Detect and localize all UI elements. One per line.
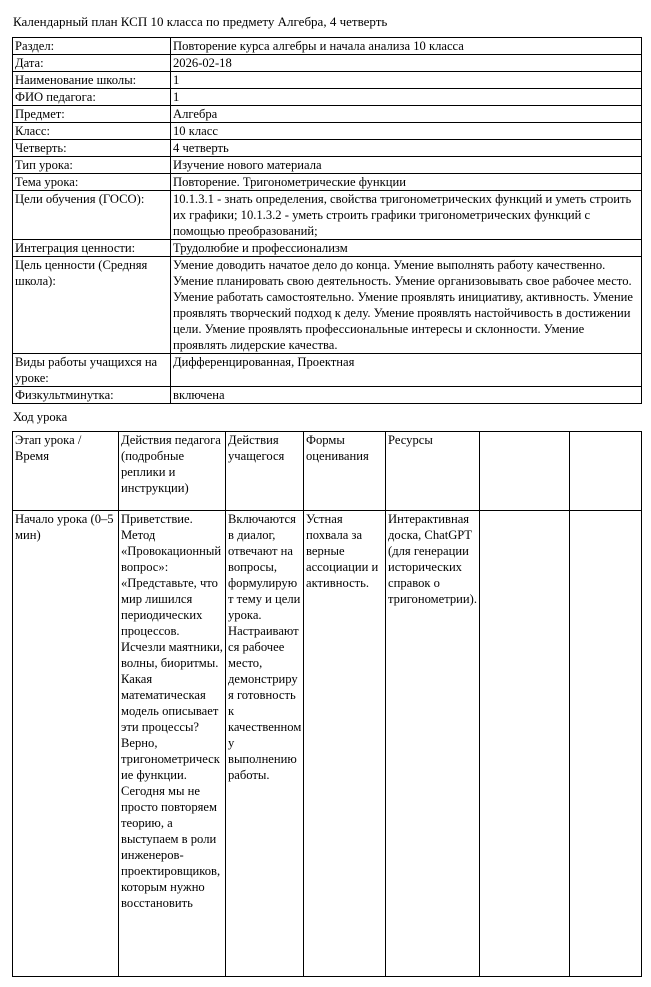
cell-extra-1 <box>480 511 570 977</box>
info-row <box>13 72 642 89</box>
info-label: Цели обучения (ГОСО): <box>13 191 171 240</box>
info-value: 1 <box>171 89 642 106</box>
info-label: Наименование школы: <box>13 72 171 89</box>
info-row <box>13 123 642 140</box>
info-label: Дата: <box>13 55 171 72</box>
header-assessment: Формы оценивания <box>304 432 386 511</box>
info-value: Повторение. Тригонометрические функции <box>171 174 642 191</box>
info-value: 4 четверть <box>171 140 642 157</box>
info-row <box>13 387 642 404</box>
info-row <box>13 354 642 387</box>
info-value: включена <box>171 387 642 404</box>
info-row <box>13 240 642 257</box>
info-label: Раздел: <box>13 38 171 55</box>
cell-stage: Начало урока (0–5 мин) <box>13 511 119 977</box>
info-value: Повторение курса алгебры и начала анализа 10 класса <box>171 38 642 55</box>
info-value: 1 <box>171 72 642 89</box>
lesson-header-row <box>13 432 642 511</box>
header-teacher: Действия педагога (подробные реплики и инструкции) <box>119 432 226 511</box>
header-empty-1 <box>480 432 570 511</box>
info-value: Трудолюбие и профессионализм <box>171 240 642 257</box>
info-label: Физкультминутка: <box>13 387 171 404</box>
info-row <box>13 140 642 157</box>
header-empty-2 <box>570 432 642 511</box>
info-row <box>13 174 642 191</box>
cell-resources: Интерактивная доска, ChatGPT (для генерации исторических справок о тригонометрии). <box>386 511 480 977</box>
cell-assessment: Устная похвала за верные ассоциации и активность. <box>304 511 386 977</box>
info-table <box>12 37 642 404</box>
info-label: Четверть: <box>13 140 171 157</box>
lesson-section-title: Ход урока <box>13 410 68 424</box>
info-row <box>13 106 642 123</box>
info-value: Алгебра <box>171 106 642 123</box>
info-value: 10 класс <box>171 123 642 140</box>
info-row <box>13 38 642 55</box>
info-label: Предмет: <box>13 106 171 123</box>
header-resources: Ресурсы <box>386 432 480 511</box>
cell-teacher: Приветствие. Метод «Провокационный вопрос»: «Представьте, что мир лишился периодических процессов. Исчезли маятники, волны, биоритмы. Какая математическая модель описывает эти процессы? Верно, тригонометрические функции. Сегодня мы не просто повторяем теорию, а выступаем в роли инженеров-проектировщиков, которым нужно восстановить <box>119 511 226 977</box>
info-value: Умение доводить начатое дело до конца. Умение выполнять работу качественно. Умение планировать свою деятельность. Умение организовывать свое рабочее место. Умение работать самостоятельно. Умение проявлять инициативу, активность. Умение проявлять творческий подход к делу. Умение проявлять настойчивость в достижении цели. Умение проявлять профессиональные интересы и склонности. Умение проявлять лидерские качества. <box>171 257 642 354</box>
table-row <box>13 511 642 977</box>
header-stage: Этап урока / Время <box>13 432 119 511</box>
info-label: Цель ценности (Средняя школа): <box>13 257 171 354</box>
page-title: Календарный план КСП 10 класса по предмету Алгебра, 4 четверть <box>13 14 388 29</box>
info-label: Интеграция ценности: <box>13 240 171 257</box>
info-value: Изучение нового материала <box>171 157 642 174</box>
info-value: 2026-02-18 <box>171 55 642 72</box>
cell-student: Включаются в диалог, отвечают на вопросы, формулируют тему и цели урока. Настраиваются рабочее место, демонстрируя готовность к качественному выполнению работы. <box>226 511 304 977</box>
info-row <box>13 191 642 240</box>
info-row <box>13 257 642 354</box>
info-label: Тема урока: <box>13 174 171 191</box>
info-row <box>13 55 642 72</box>
info-label: Класс: <box>13 123 171 140</box>
cell-extra-2 <box>570 511 642 977</box>
info-label: Тип урока: <box>13 157 171 174</box>
info-value: Дифференцированная, Проектная <box>171 354 642 387</box>
info-label: ФИО педагога: <box>13 89 171 106</box>
info-row <box>13 89 642 106</box>
header-student: Действия учащегося <box>226 432 304 511</box>
info-label: Виды работы учащихся на уроке: <box>13 354 171 387</box>
lesson-table <box>12 431 642 977</box>
info-row <box>13 157 642 174</box>
info-value: 10.1.3.1 - знать определения, свойства тригонометрических функций и уметь строить их графики; 10.1.3.2 - уметь строить графики тригонометрических функций с помощью преобразований; <box>171 191 642 240</box>
